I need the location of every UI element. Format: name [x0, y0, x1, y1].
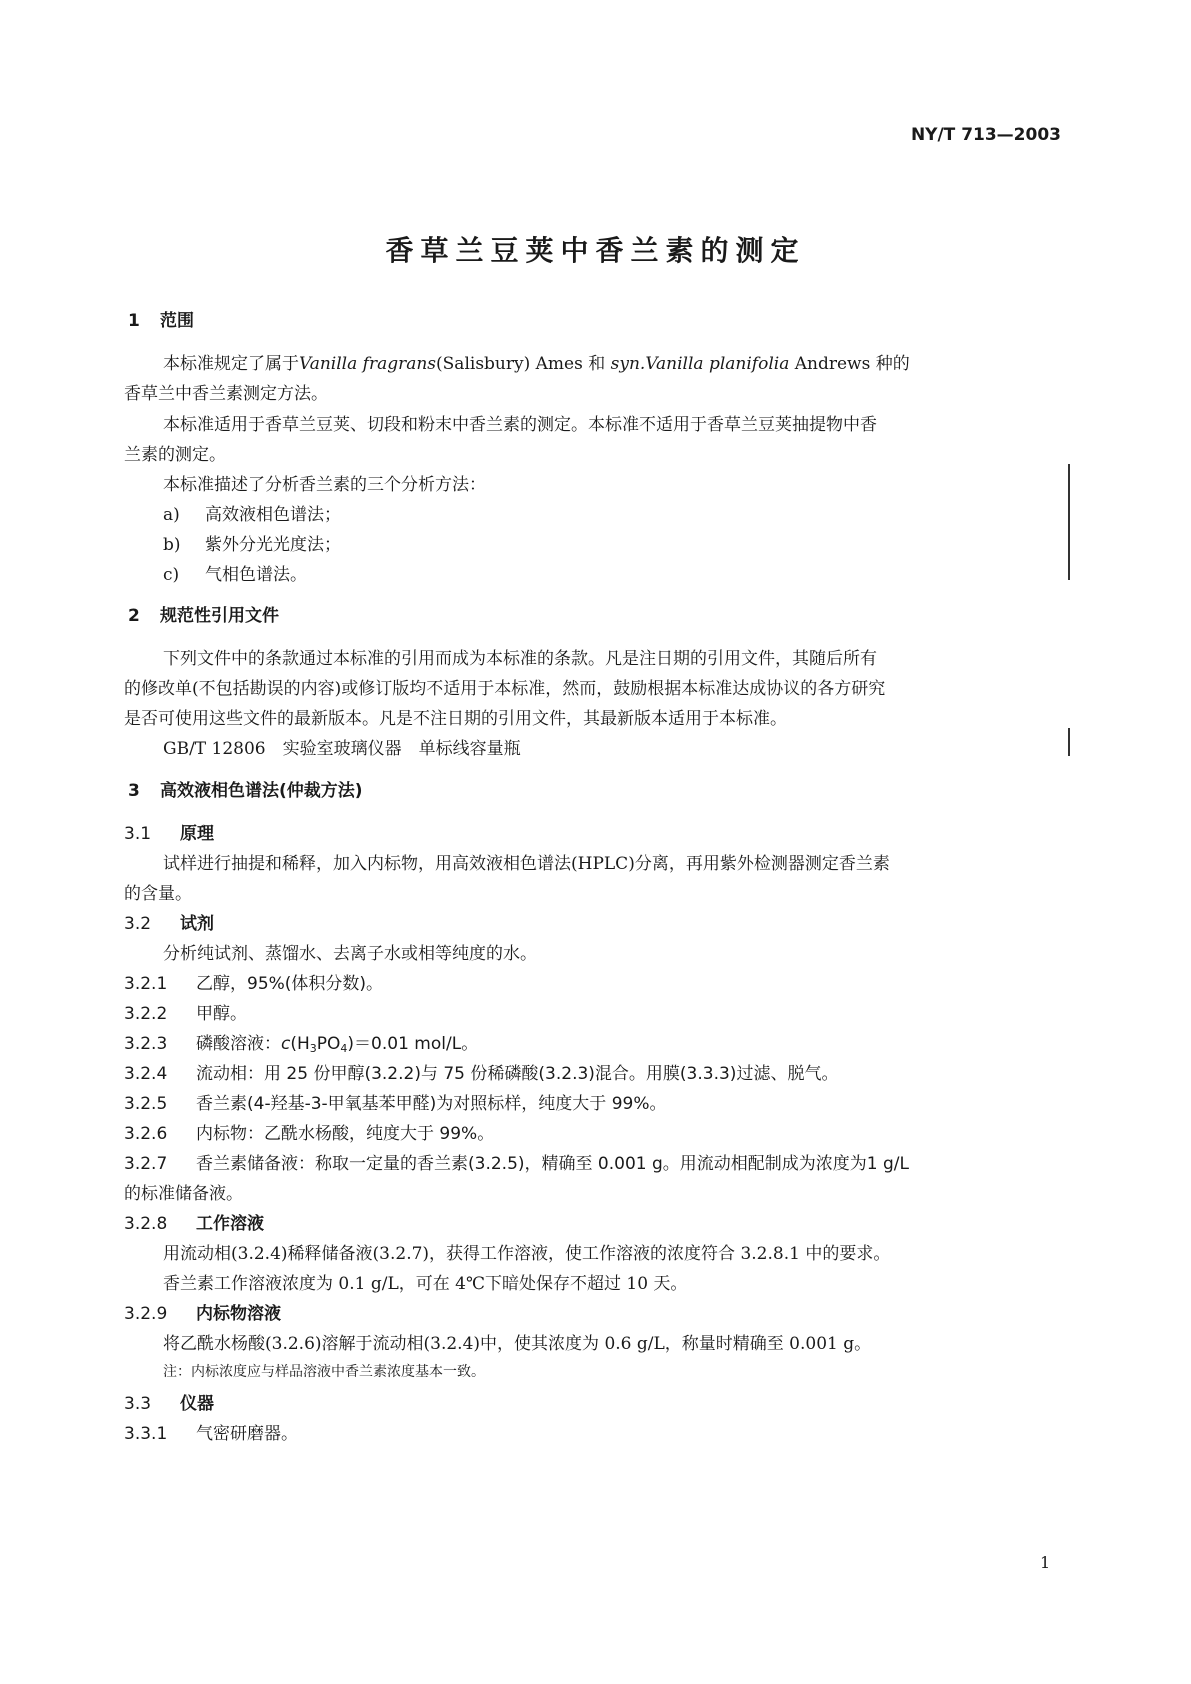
change-bar: [1068, 464, 1070, 580]
section-2-heading: 2 规范性引用文件: [128, 606, 279, 626]
sec3-2-text: 分析纯试剂、蒸馏水、去离子水或相等纯度的水。: [163, 944, 537, 964]
sec3-1-line1: 试样进行抽提和稀释，加入内标物，用高效液相色谱法(HPLC)分离，再用紫外检测器测定香兰素: [163, 854, 890, 874]
clause-3-3-1: 3.3.1 气密研磨器。: [124, 1424, 298, 1444]
section-3-2-9-heading: 3.2.9 内标物溶液: [124, 1304, 281, 1324]
list-item: c) 气相色谱法。: [163, 565, 307, 585]
sec1-para1-line1: 本标准规定了属于Vanilla fragrans(Salisbury) Ames 和 syn.Vanilla planifolia Andrews 种的: [163, 354, 910, 374]
section-1-heading: 1 范围: [128, 311, 194, 331]
normative-reference: GB/T 12806 实验室玻璃仪器 单标线容量瓶: [163, 739, 521, 759]
sec1-para3: 本标准描述了分析香兰素的三个分析方法：: [163, 475, 486, 495]
clause-3-2-3: 3.2.3 磷酸溶液：$c(H_3PO_4)=0.01$ mol/L。: [124, 1034, 479, 1055]
standard-code: NY/T 713—2003: [910, 125, 1061, 145]
section-3-3-heading: 3.3 仪器: [124, 1394, 214, 1414]
clause-3-2-4: 3.2.4 流动相：用 25 份甲醇(3.2.2)与 75 份稀磷酸(3.2.3)混合。用膜(3.3.3)过滤、脱气。: [124, 1064, 839, 1084]
clause-3-2-5: 3.2.5 香兰素(4-羟基-3-甲氧基苯甲醛)为对照标样，纯度大于 99%。: [124, 1094, 667, 1114]
list-item: b) 紫外分光光度法；: [163, 535, 341, 555]
clause-3-2-2: 3.2.2 甲醇。: [124, 1004, 247, 1024]
note: 注：内标浓度应与样品溶液中香兰素浓度基本一致。: [163, 1364, 485, 1380]
sec1-para2-line1: 本标准适用于香草兰豆荚、切段和粉末中香兰素的测定。本标准不适用于香草兰豆荚抽提物中香: [163, 415, 877, 435]
page-number: 1: [1040, 1553, 1051, 1572]
change-bar: [1068, 728, 1070, 756]
sec2-para-line3: 是否可使用这些文件的最新版本。凡是不注日期的引用文件，其最新版本适用于本标准。: [124, 709, 787, 729]
section-3-1-heading: 3.1 原理: [124, 824, 214, 844]
sec2-para-line1: 下列文件中的条款通过本标准的引用而成为本标准的条款。凡是注日期的引用文件，其随后所有: [163, 649, 877, 669]
sec2-para-line2: 的修改单(不包括勘误的内容)或修订版均不适用于本标准，然而，鼓励根据本标准达成协议的各方研究: [124, 679, 886, 699]
sec1-para2-line2: 兰素的测定。: [124, 445, 226, 465]
sec3-2-8-line2: 香兰素工作溶液浓度为 0.1 g/L，可在 4℃下暗处保存不超过 10 天。: [163, 1274, 688, 1294]
clause-3-2-7: 3.2.7 香兰素储备液：称取一定量的香兰素(3.2.5)，精确至 0.001 g。用流动相配制成为浓度为1 g/L: [124, 1154, 909, 1174]
clause-3-2-7-line2: 的标准储备液。: [124, 1184, 243, 1204]
sec3-2-8-line1: 用流动相(3.2.4)稀释储备液(3.2.7)，获得工作溶液，使工作溶液的浓度符合 3.2.8.1 中的要求。: [163, 1244, 891, 1264]
clause-3-2-6: 3.2.6 内标物：乙酰水杨酸，纯度大于 99%。: [124, 1124, 495, 1144]
document-title: 香草兰豆荚中香兰素的测定: [385, 234, 806, 267]
sec3-1-line2: 的含量。: [124, 884, 192, 904]
sec3-2-9-line1: 将乙酰水杨酸(3.2.6)溶解于流动相(3.2.4)中，使其浓度为 0.6 g/L，称量时精确至 0.001 g。: [163, 1334, 872, 1354]
section-3-2-heading: 3.2 试剂: [124, 914, 214, 934]
section-3-2-8-heading: 3.2.8 工作溶液: [124, 1214, 264, 1234]
sec1-para1-line2: 香草兰中香兰素测定方法。: [124, 384, 328, 404]
section-3-heading: 3 高效液相色谱法(仲裁方法): [128, 781, 363, 801]
list-item: a) 高效液相色谱法；: [163, 505, 341, 525]
clause-3-2-1: 3.2.1 乙醇，95%(体积分数)。: [124, 974, 384, 994]
